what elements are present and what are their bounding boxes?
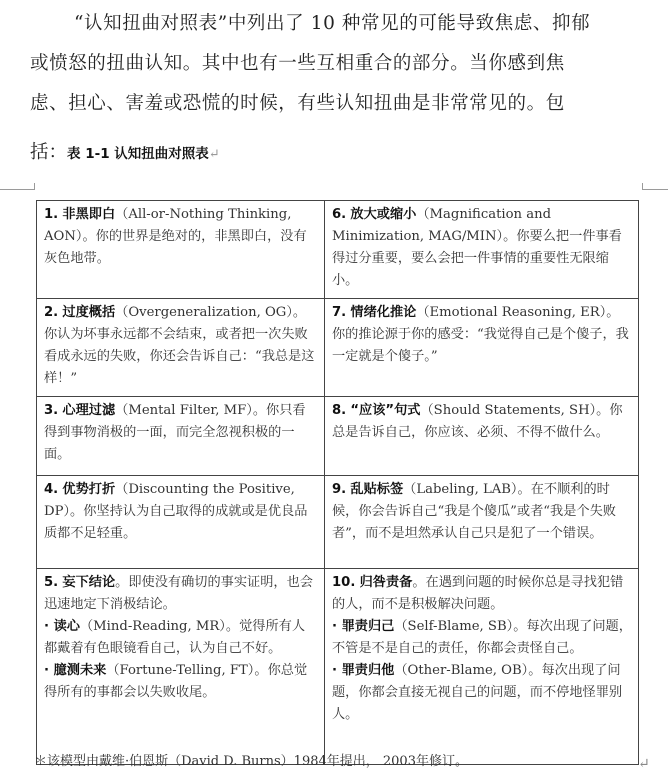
- subtype-name: · 罪责归己: [332, 619, 395, 634]
- distortion-entry: [332, 482, 616, 541]
- distortion-subtype: [44, 616, 318, 660]
- distortion-cell: [325, 299, 639, 397]
- distortion-number: 6.: [332, 207, 347, 222]
- distortion-entry: [44, 575, 313, 612]
- table-row: [37, 397, 639, 476]
- distortion-entry: [332, 575, 623, 612]
- distortion-number: 3.: [44, 403, 59, 418]
- distortion-cell: [325, 569, 639, 765]
- distortion-cell: [325, 201, 639, 299]
- distortion-name: 心理过滤: [62, 403, 116, 418]
- distortion-name: 情绪化推论: [350, 305, 417, 320]
- subtype-description: （Self-Blame, SB）。每次出现了问题，不管是不是自己的责任，你都会责怪自己。: [332, 619, 632, 656]
- distortion-name: 优势打折: [62, 482, 116, 497]
- distortion-entry: [332, 403, 623, 440]
- footnote: ＊该模型由戴维·伯恩斯（David D. Burns）1984年提出， 2003年修订。: [34, 754, 468, 769]
- table-row: [37, 476, 639, 569]
- distortion-entry: [332, 207, 622, 288]
- distortion-description: 。即使没有确切的事实证明，也会迅速地定下消极结论。: [44, 575, 313, 612]
- distortion-cell: [37, 201, 325, 299]
- table-row: [37, 569, 639, 765]
- table-row: [37, 201, 639, 299]
- intro-line: 虑、担心、害羞或恐慌的时候，有些认知扭曲是非常常见的。包: [30, 93, 565, 114]
- distortion-description: （Should Statements, SH）。你总是告诉自己，你应该、必须、不得不做什么。: [332, 403, 623, 440]
- distortion-cell: [37, 299, 325, 397]
- paragraph-mark-icon: ↵: [208, 147, 220, 162]
- distortion-cell: [37, 397, 325, 476]
- distortion-description: （Emotional Reasoning, ER）。你的推论源于你的感受：“我觉得自己是个傻子，我一定就是个傻子。”: [332, 305, 629, 364]
- distortion-entry: [44, 305, 315, 386]
- intro-line: “认知扭曲对照表”中列出了 10 种常见的可能导致焦虑、抑郁: [74, 13, 591, 34]
- subtype-description: （Mind-Reading, MR）。觉得所有人都戴着有色眼镜看自己，认为自己不好。: [44, 619, 306, 656]
- distortion-number: 10.: [332, 575, 356, 590]
- subtype-description: （Fortune-Telling, FT）。你总觉得所有的事都会以失败收尾。: [44, 663, 308, 700]
- distortion-name: 乱贴标签: [350, 482, 404, 497]
- distortion-number: 7.: [332, 305, 347, 320]
- distortion-description: （Overgeneralization, OG）。你认为坏事永远都不会结束，或者把一次失败看成永远的失败，你还会告诉自己：“我总是这样！”: [44, 305, 315, 386]
- distortion-description: 。在遇到问题的时候你总是寻找犯错的人，而不是积极解决问题。: [332, 575, 624, 612]
- distortion-description: （Mental Filter, MF）。你只看得到事物消极的一面，而完全忽视积极的一面。: [44, 403, 306, 462]
- margin-rule-left: [0, 189, 34, 190]
- margin-tick-left: [34, 183, 35, 190]
- subtype-name: · 臆测未来: [44, 663, 107, 678]
- margin-rule-right: [642, 189, 668, 190]
- distortion-cell: [325, 397, 639, 476]
- distortion-cell: [37, 569, 325, 765]
- distortion-number: 8.: [332, 403, 347, 418]
- paragraph-mark-icon: ↵: [638, 756, 650, 772]
- subtype-name: · 罪责归他: [332, 663, 395, 678]
- subtype-description: （Other-Blame, OB）。每次出现了问题，你都会直接无视自己的问题，而不停地怪罪别人。: [332, 663, 623, 722]
- distortion-description: （All-or-Nothing Thinking, AON）。你的世界是绝对的，非黑即白，没有灰色地带。: [44, 207, 307, 266]
- distortion-subtype: [332, 660, 632, 726]
- distortion-name: 放大或缩小: [350, 207, 417, 222]
- distortion-entry: [332, 305, 629, 364]
- margin-tick-right: [642, 183, 643, 190]
- table-caption: 表 1-1 认知扭曲对照表: [67, 146, 209, 162]
- cognitive-distortion-table: [36, 200, 639, 765]
- distortion-number: 2.: [44, 305, 59, 320]
- distortion-number: 9.: [332, 482, 347, 497]
- distortion-name: 妄下结论: [62, 575, 116, 590]
- distortion-description: （Labeling, LAB）。在不顺利的时候，你会告诉自己“我是个傻瓜”或者“我是个失败者”，而不是坦然承认自己只是犯了一个错误。: [332, 482, 616, 541]
- distortion-entry: [44, 482, 307, 541]
- distortion-description: （Discounting the Positive, DP）。你坚持认为自己取得的成就或是优良品质都不足轻重。: [44, 482, 308, 541]
- intro-paragraph: [30, 4, 642, 124]
- intro-line: 或愤怒的扭曲认知。其中也有一些互相重合的部分。当你感到焦: [30, 53, 565, 74]
- distortion-entry: [44, 403, 306, 462]
- intro-last-line: 括：: [30, 142, 68, 163]
- distortion-cell: [325, 476, 639, 569]
- distortion-subtype: [332, 616, 632, 660]
- distortion-description: （Magnification and Minimization, MAG/MIN）。你要么把一件事看得过分重要，要么会把一件事情的重要性无限缩小。: [332, 207, 622, 288]
- distortion-number: 1.: [44, 207, 59, 222]
- distortion-number: 5.: [44, 575, 59, 590]
- distortion-entry: [44, 207, 307, 266]
- distortion-name: 归咎责备: [359, 575, 413, 590]
- distortion-name: 非黑即白: [62, 207, 116, 222]
- caption-line: [30, 138, 220, 164]
- distortion-number: 4.: [44, 482, 59, 497]
- distortion-cell: [37, 476, 325, 569]
- table-row: [37, 299, 639, 397]
- distortion-name: 过度概括: [62, 305, 116, 320]
- distortion-name: “应该”句式: [350, 403, 421, 418]
- distortion-subtype: [44, 660, 318, 704]
- subtype-name: · 读心: [44, 619, 80, 634]
